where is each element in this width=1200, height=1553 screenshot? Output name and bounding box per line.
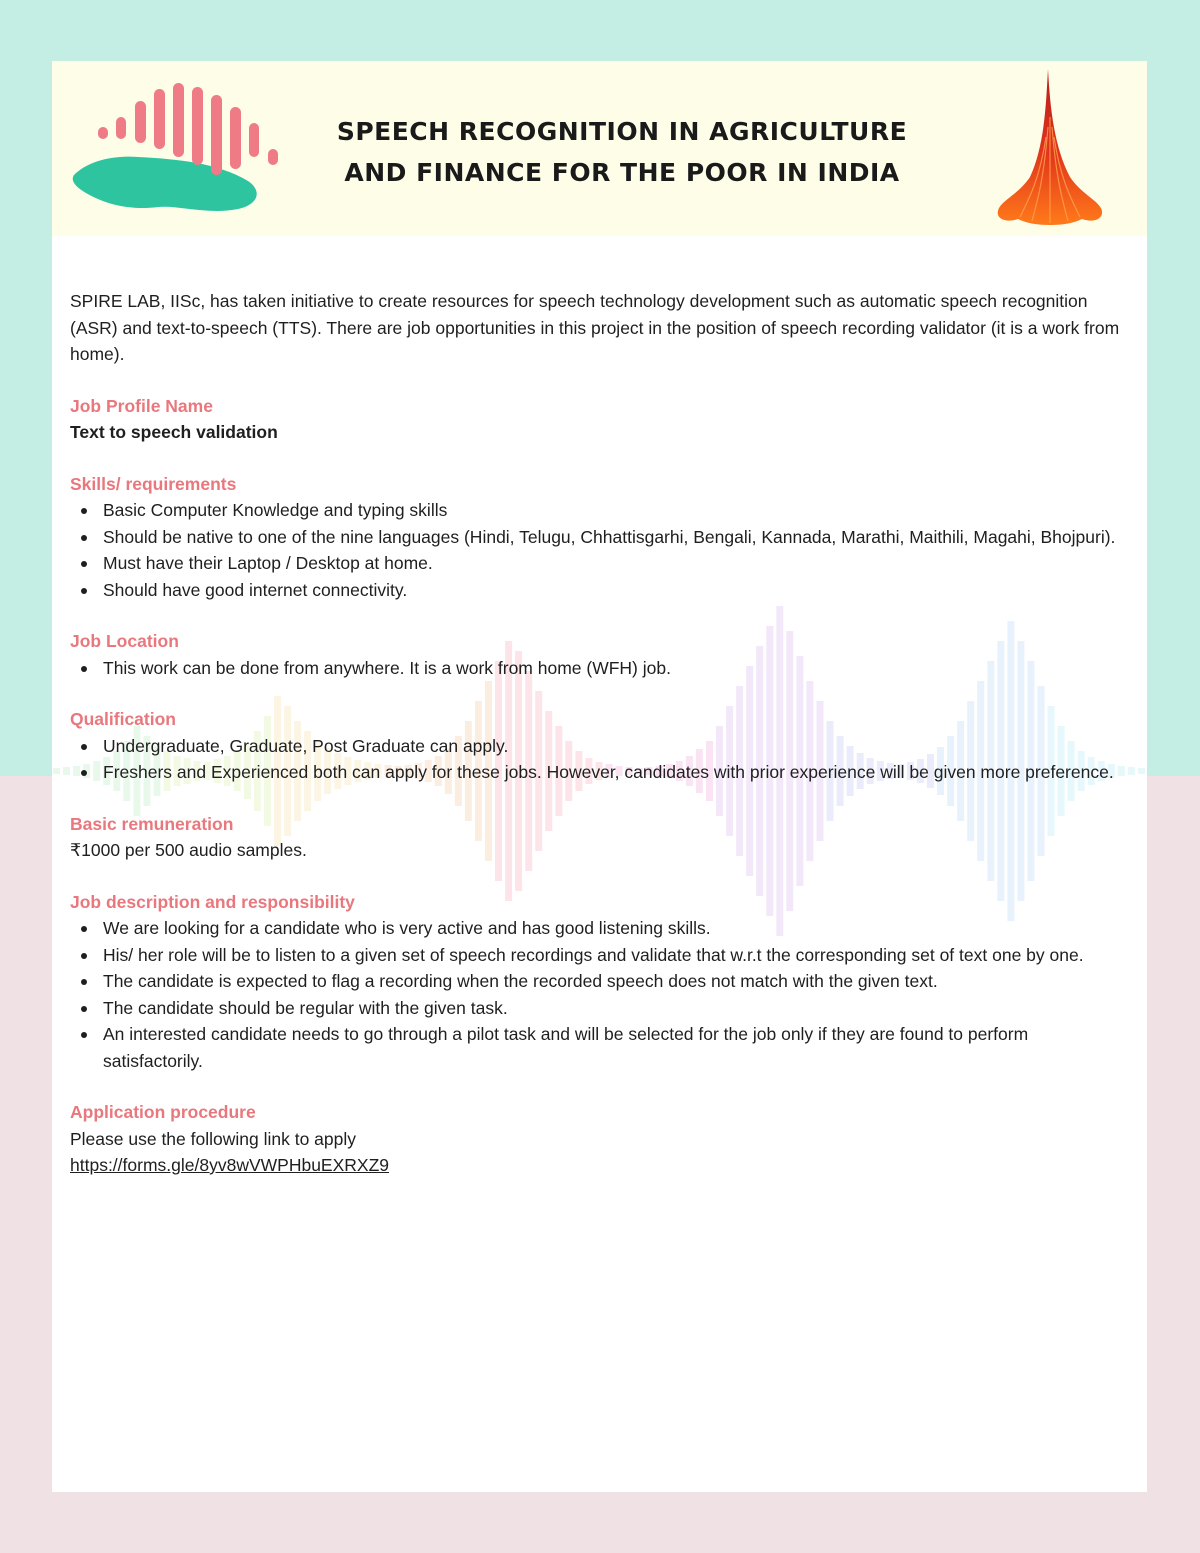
list-item: Must have their Laptop / Desktop at home. [103, 550, 1130, 577]
application-text: Please use the following link to apply [70, 1128, 357, 1149]
job-profile-heading: Job Profile Name [70, 395, 213, 416]
header-banner [52, 61, 1147, 236]
remuneration-section [70, 811, 1130, 864]
responsibility-list [70, 915, 1130, 1074]
qualification-list [70, 733, 1130, 786]
list-item: An interested candidate needs to go through a pilot task and will be selected for the job only if they are found to perform satisfactorily. [103, 1021, 1130, 1074]
list-item: Undergraduate, Graduate, Post Graduate can apply. [103, 733, 1130, 760]
application-link[interactable]: https://forms.gle/8yv8wVWPHbuEXRXZ9 [70, 1155, 389, 1175]
poster-body [70, 288, 1130, 1204]
qualification-heading: Qualification [70, 709, 176, 729]
list-item: His/ her role will be to listen to a given set of speech recordings and validate that w.r.t the corresponding set of text one by one. [103, 942, 1130, 969]
list-item: This work can be done from anywhere. It is a work from home (WFH) job. [103, 655, 1130, 682]
list-item: The candidate is expected to flag a recording when the recorded speech does not match with the given text. [103, 968, 1130, 995]
iisc-flame-logo [990, 67, 1110, 229]
list-item: Basic Computer Knowledge and typing skills [103, 497, 1130, 524]
list-item: Freshers and Experienced both can apply for these jobs. However, candidates with prior experience will be given more preference. [103, 759, 1130, 786]
job-profile-section [70, 393, 1130, 446]
intro-paragraph: SPIRE LAB, IISc, has taken initiative to create resources for speech technology development such as automatic speech recognition (ASR) and text-to-speech (TTS). There are job opportunities in this project in the position of speech recording validator (it is a work from home). [70, 291, 1120, 364]
list-item: We are looking for a candidate who is very active and has good listening skills. [103, 915, 1130, 942]
skills-heading: Skills/ requirements [70, 473, 237, 494]
responsibility-heading: Job description and responsibility [70, 891, 355, 912]
remuneration-value: ₹1000 per 500 audio samples. [70, 840, 307, 860]
soundwave-bar [53, 768, 60, 774]
application-heading: Application procedure [70, 1102, 256, 1122]
spire-lab-logo [68, 83, 288, 218]
location-heading: Job Location [70, 631, 179, 651]
soundwave-bar [1138, 768, 1145, 774]
skills-section [70, 471, 1130, 604]
soundwave-bar [63, 767, 70, 775]
application-section [70, 1099, 1130, 1179]
list-item: Should have good internet connectivity. [103, 577, 1130, 604]
poster-page [52, 61, 1147, 1492]
skills-list [70, 497, 1130, 603]
responsibility-section [70, 889, 1130, 1075]
location-section [70, 628, 1130, 681]
list-item: The candidate should be regular with the given task. [103, 995, 1130, 1022]
list-item: Should be native to one of the nine languages (Hindi, Telugu, Chhattisgarhi, Bengali, Kannada, Marathi, Maithili, Magahi, Bhojpuri). [103, 524, 1130, 551]
title-line-2: AND FINANCE FOR THE POOR IN INDIA [344, 158, 900, 187]
title-line-1: SPEECH RECOGNITION IN AGRICULTURE [336, 117, 908, 146]
location-list [70, 655, 1130, 682]
remuneration-heading: Basic remuneration [70, 813, 234, 834]
qualification-section [70, 706, 1130, 786]
poster-title [312, 111, 932, 193]
job-profile-value: Text to speech validation [70, 422, 278, 442]
